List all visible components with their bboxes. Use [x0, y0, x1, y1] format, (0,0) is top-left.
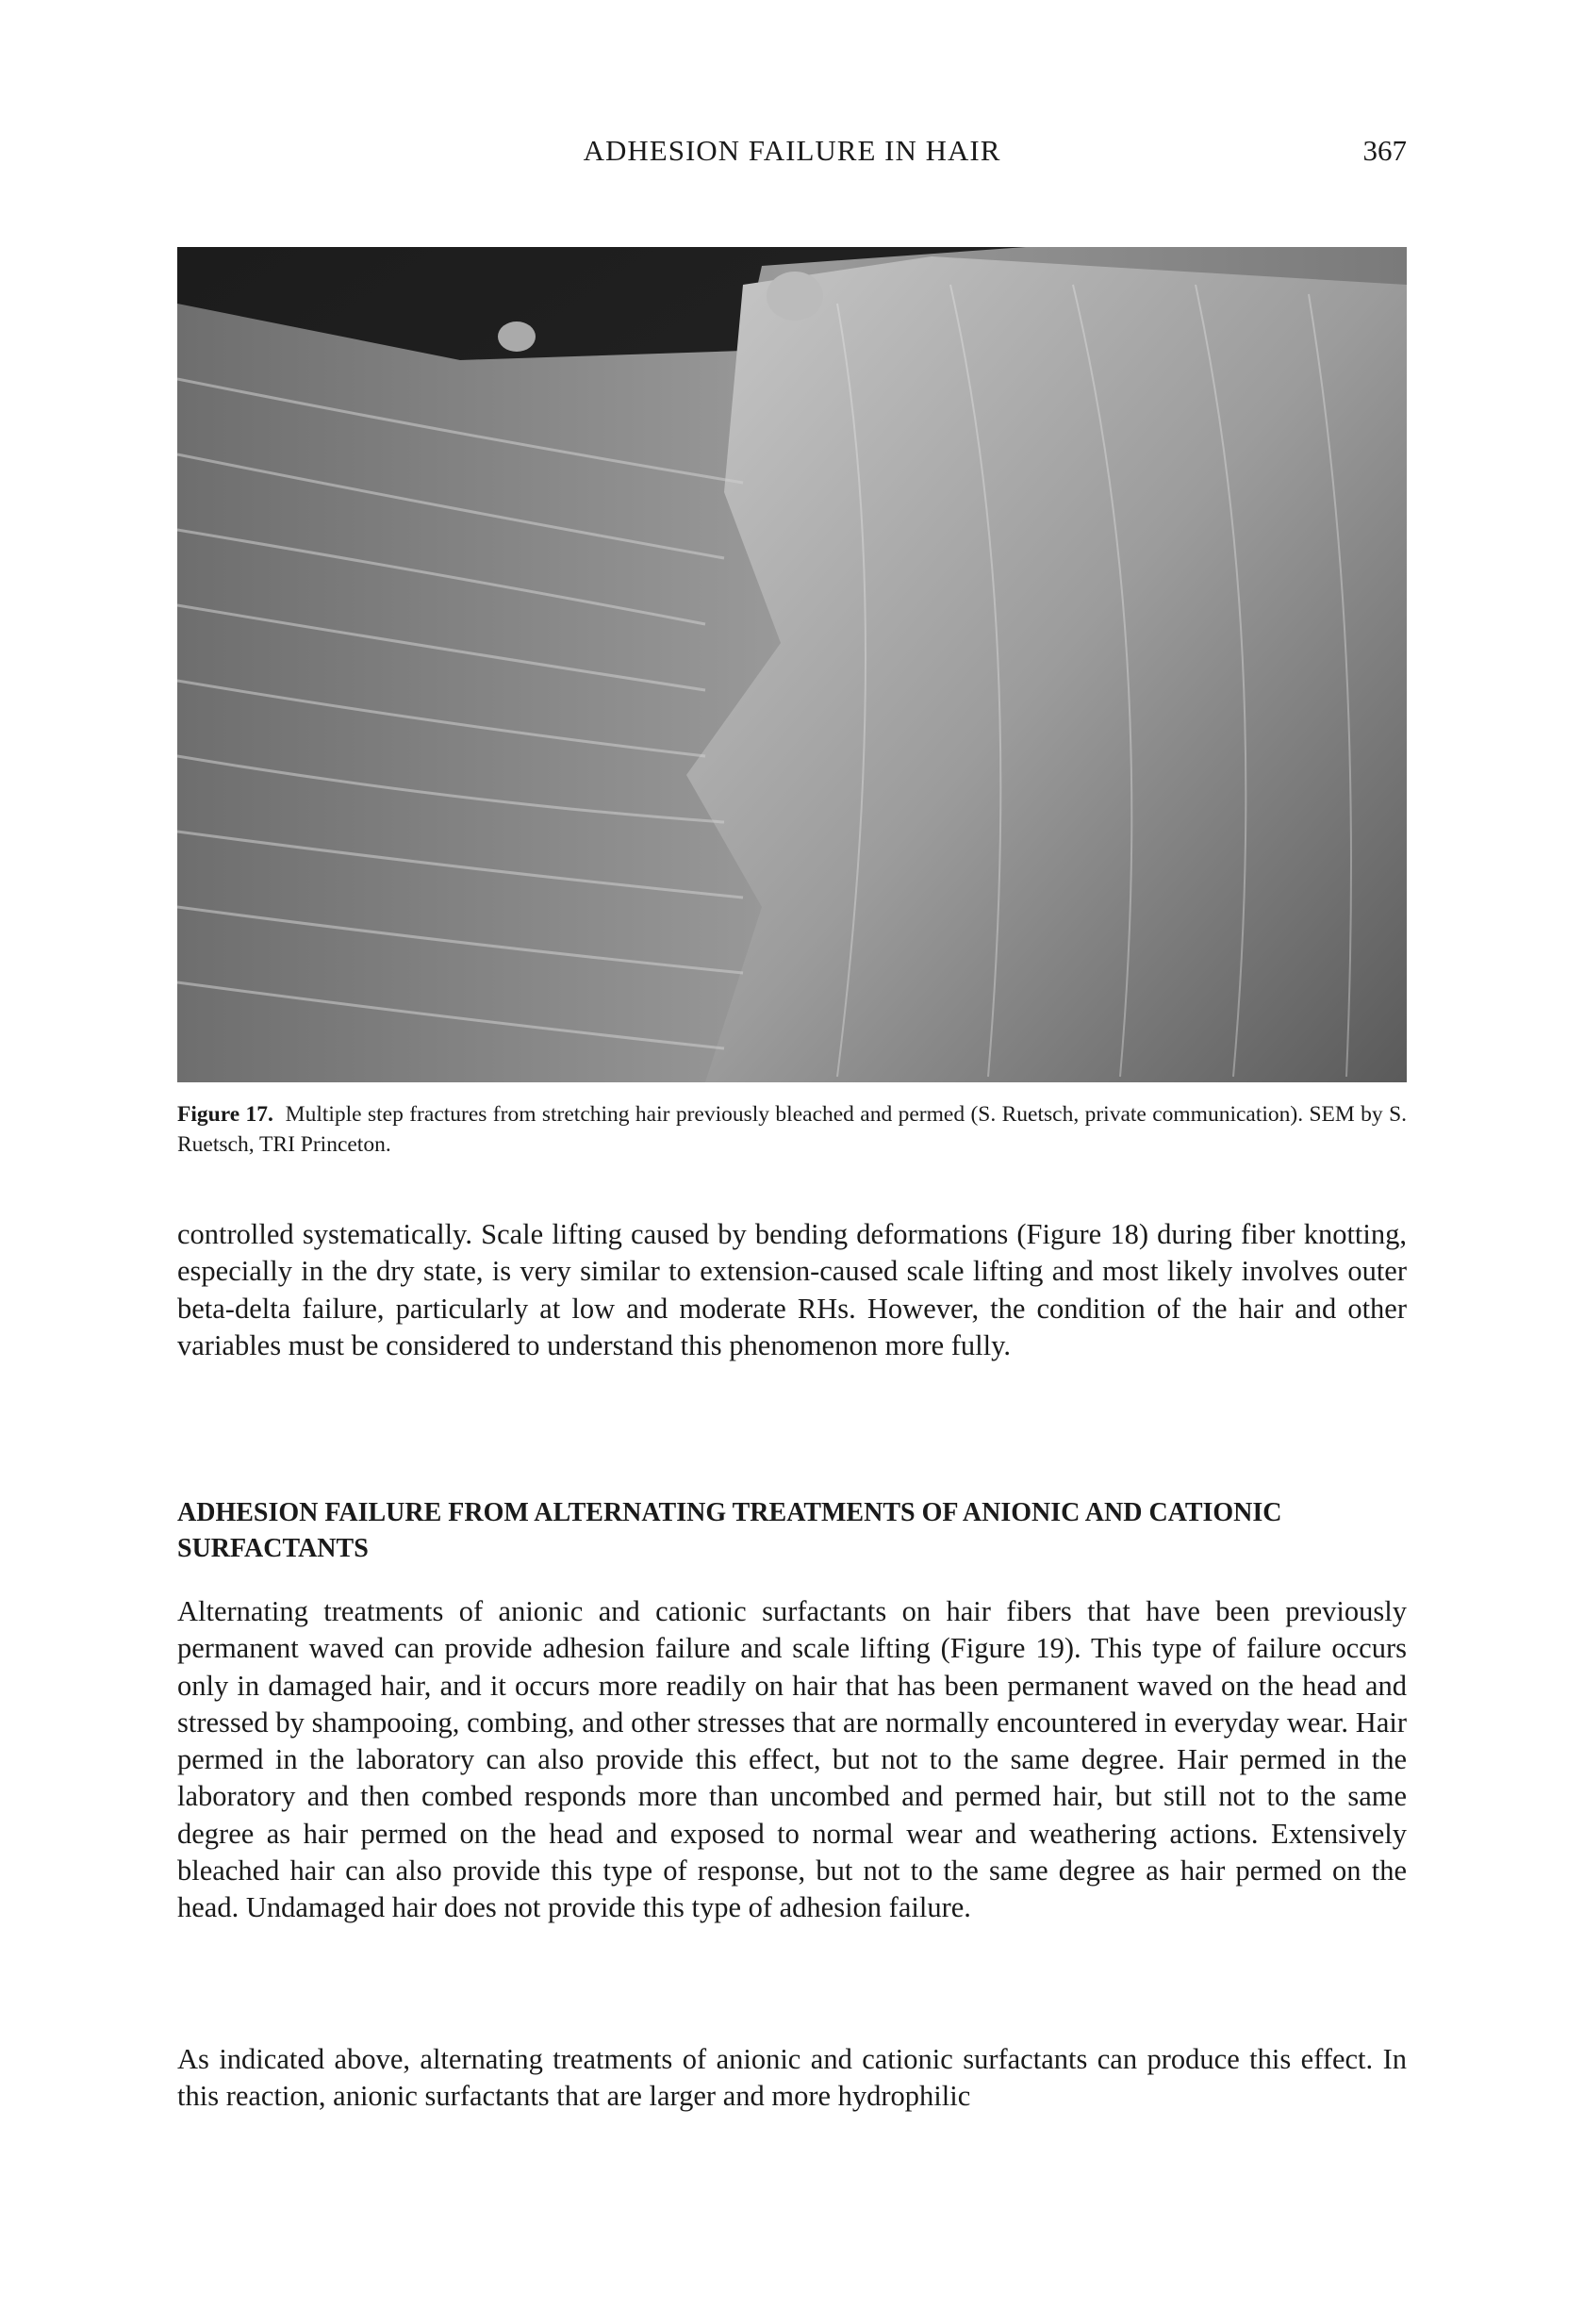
section-heading: ADHESION FAILURE FROM ALTERNATING TREATMENTS OF ANIONIC AND CATIONIC SURFACTANTS — [177, 1498, 1282, 1563]
running-header — [177, 134, 1407, 175]
running-title: ADHESION FAILURE IN HAIR — [583, 134, 1001, 167]
page-number: 367 — [1362, 134, 1407, 167]
body-paragraph-1: controlled systematically. Scale lifting caused by bending deformations (Figure 18) during fiber knotting, especially in the dry state, is very similar to extension-caused scale lifting and most likely involves outer beta-delta failure, particularly at low and moderate RHs. However, the condition of the hair and other variables must be considered to understand this phenomenon more fully. — [177, 1218, 1407, 1361]
body-paragraph-3: As indicated above, alternating treatments of anionic and cationic surfactants can produce this effect. In this reaction, anionic surfactants that are larger and more hydrophilic — [177, 2043, 1407, 2113]
figure-caption — [177, 1099, 1407, 1160]
figure-label: Figure 17. — [177, 1102, 273, 1127]
figure-caption-text: Multiple step fractures from stretching hair previously bleached and permed (S. Ruetsch, private communication). SEM by S. Ruetsch, TRI Princeton. — [177, 1102, 1408, 1157]
body-paragraph-2: Alternating treatments of anionic and cationic surfactants on hair fibers that have been previously permanent waved can provide adhesion failure and scale lifting (Figure 19). This type of failure occurs only in damaged hair, and it occurs more readily on hair that has been permanent waved on the head and stressed by shampooing, combing, and other stresses that are normally encountered in everyday wear. Hair permed in the laboratory can also provide this effect, but not to the same degree. Hair permed in the laboratory and then combed responds more than uncombed and permed hair, but still not to the same degree as hair permed on the head and exposed to normal wear and weathering actions. Extensively bleached hair can also provide this type of response, but not to the same degree as hair permed on the head. Undamaged hair does not provide this type of adhesion failure. — [177, 1595, 1407, 1924]
sem-micrograph — [177, 247, 1407, 1082]
